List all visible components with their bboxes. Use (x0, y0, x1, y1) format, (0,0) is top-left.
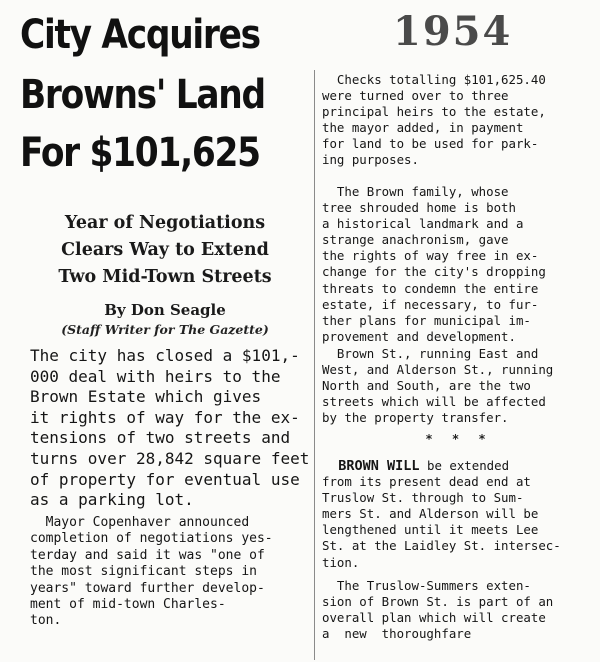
deck-line-1: Year of Negotiations (64, 213, 266, 233)
right-paragraph-2: The Brown family, whose tree shrouded home is both a historical landmark and a strange anachronism, gave the rights of way free in ex- change for the city's dropping threats to condemn the entire estate, if necessary, to fur- ther plans for municipal im- provement and development. (322, 184, 546, 344)
year-label: 1954 (393, 8, 513, 55)
section-separator: * * * (425, 432, 494, 446)
staff-credit: (Staff Writer for The Gazette) (61, 322, 269, 337)
paragraph-2: Mayor Copenhaver announced completion of negotiations yes- terday and said it was "one of the most significant steps in years" toward further develop- ment of mid-town Charles- ton. (30, 515, 273, 629)
column-divider (314, 70, 315, 660)
lead-in-text: BROWN WILL (322, 458, 420, 474)
headline-line-1: City Acquires (20, 12, 260, 58)
headline-line-2: Browns' Land (20, 72, 265, 118)
lead-paragraph: The city has closed a $101,- 000 deal with heirs to the Brown Estate which gives it rights of way for the ex- tensions of two streets and turns over 28,842 square feet of property for eventual use as a parking lot. (30, 346, 310, 510)
byline: By Don Seagle (104, 301, 226, 319)
deck-line-2: Clears Way to Extend (61, 240, 269, 260)
right-paragraph-5: The Truslow-Summers exten- sion of Brown St. is part of an overall plan which will create a new thoroughfare (322, 578, 554, 642)
right-paragraph-1: Checks totalling $101,625.40 were turned over to three principal heirs to the estate, the mayor added, in payment for land to be used for park- ing purposes. (322, 72, 546, 168)
right-paragraph-3: Brown St., running East and West, and Alderson St., running North and South, are the two streets which will be affected by the property transfer. (322, 346, 554, 426)
right-paragraph-4 (322, 458, 597, 571)
right-paragraph-4-body: be extended from its present dead end at Truslow St. through to Sum- mers St. and Alderson will be lengthened until it meets Lee St. at the Laidley St. intersec- tion. (322, 458, 561, 570)
deck-line-3: Two Mid-Town Streets (58, 267, 272, 287)
headline-line-3: For $101,625 (20, 130, 260, 176)
